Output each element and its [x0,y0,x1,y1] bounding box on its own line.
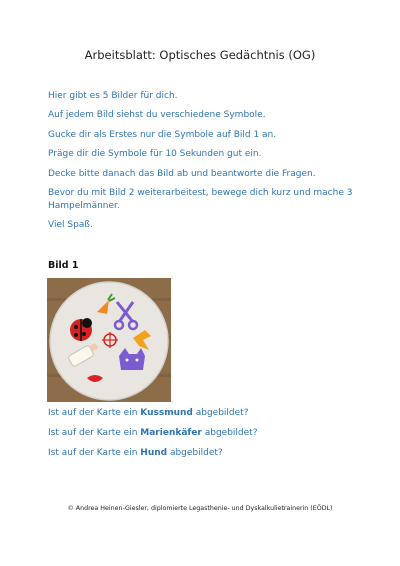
question-term: Kussmund [140,408,193,418]
question-term: Marienkäfer [140,428,202,438]
page-title: Arbeitsblatt: Optisches Gedächtnis (OG) [84,48,316,62]
instruction-line: Gucke dir als Erstes nur die Symbole auf Bild 1 an. [48,129,277,140]
question-line: Ist auf der Karte ein Marienkäfer abgebildet? [48,428,258,438]
instructions [48,90,358,239]
instruction-line: Präge dir die Symbole für 10 Sekunden gut ein. [48,149,262,160]
question-list [48,407,368,467]
question-line: Ist auf der Karte ein Kussmund abgebildet? [48,408,249,418]
copyright-footer: © Andrea Heinen-Giesler, diplomierte Legasthenie- und Dyskalkulietrainerin (EÖDL) [67,505,333,512]
instruction-line: Decke bitte danach das Bild ab und beantworte die Fragen. [48,168,316,179]
question-term: Hund [140,448,168,458]
card-photo [47,278,171,402]
section-heading: Bild 1 [48,260,79,271]
instruction-line: Viel Spaß. [48,220,93,231]
instruction-line: Hier gibt es 5 Bilder für dich. [48,91,178,101]
instruction-line: Auf jedem Bild siehst du verschiedene Symbole. [48,110,266,121]
question-line: Ist auf der Karte ein Hund abgebildet? [48,448,223,458]
instruction-line: Bevor du mit Bild 2 weiterarbeitest, bewege dich kurz und mache 3 Hampelmänner. [48,187,353,211]
